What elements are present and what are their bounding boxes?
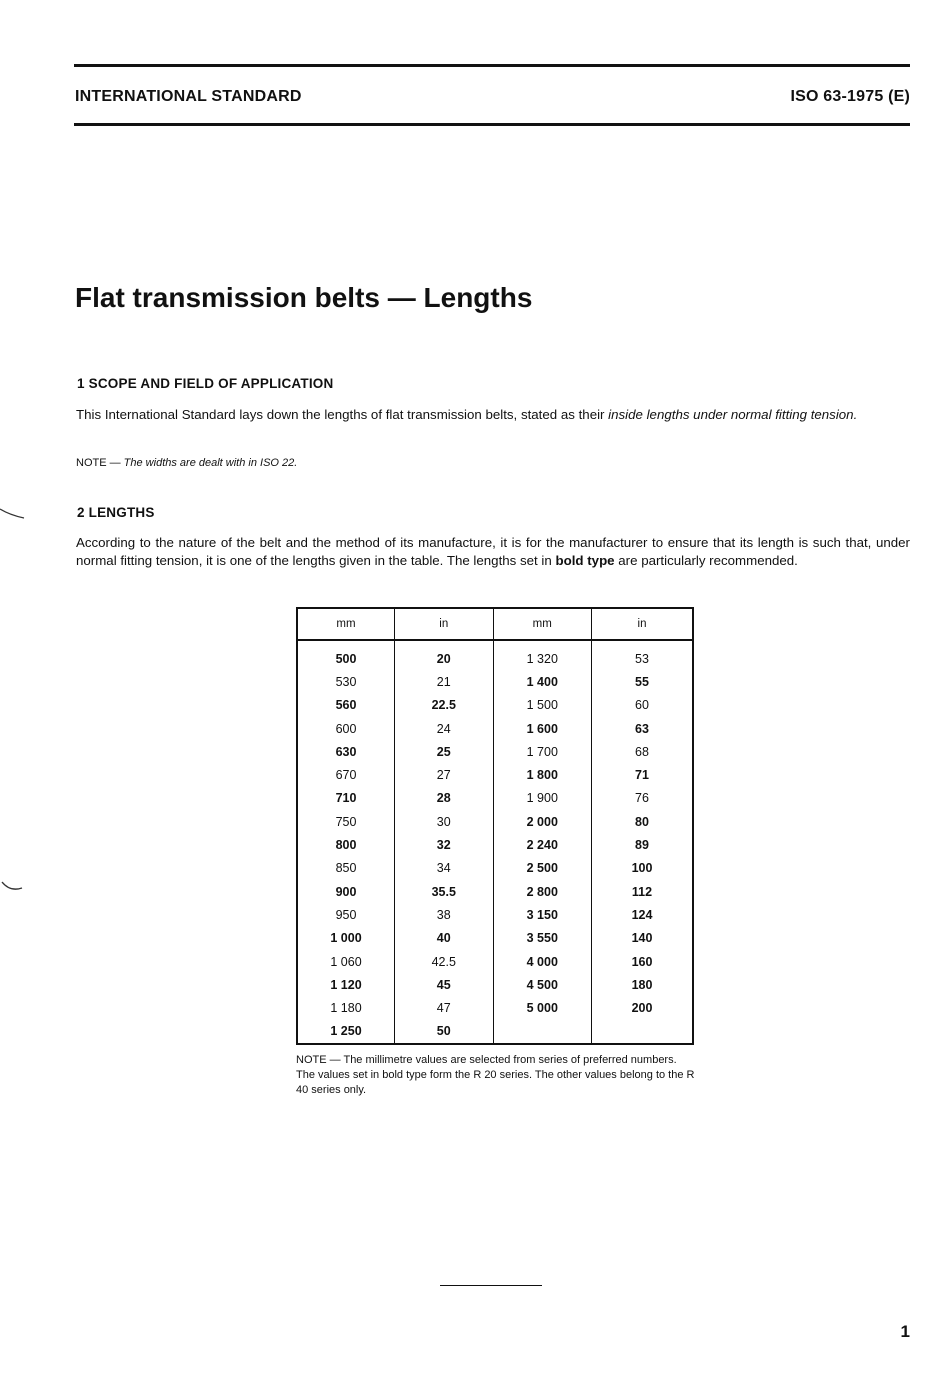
cell-in-1: 45 bbox=[395, 973, 494, 996]
cell-in-1: 47 bbox=[395, 996, 494, 1019]
cell-mm-2: 3 150 bbox=[493, 903, 591, 926]
header-top-rule bbox=[74, 64, 910, 67]
cell-in-1: 25 bbox=[395, 740, 494, 763]
section-1-text-italic: inside lengths under normal fitting tension. bbox=[608, 407, 858, 422]
cell-mm-2: 1 400 bbox=[493, 670, 591, 693]
table-header-row bbox=[297, 608, 693, 640]
cell-in-2: 140 bbox=[631, 931, 653, 946]
cell-in-2: 76 bbox=[635, 791, 649, 806]
cell-mm-1: 1 060 bbox=[297, 950, 395, 973]
cell-in-1: 50 bbox=[395, 1020, 494, 1044]
cell-mm-1: 600 bbox=[297, 717, 395, 740]
table-row bbox=[297, 694, 693, 717]
cell-mm-1: 530 bbox=[297, 670, 395, 693]
cell-in-1: 40 bbox=[395, 927, 494, 950]
cell-mm-2: 1 900 bbox=[493, 787, 591, 810]
section-1-heading: 1 SCOPE AND FIELD OF APPLICATION bbox=[77, 376, 334, 391]
cell-in-1: 32 bbox=[395, 833, 494, 856]
header-bottom-rule bbox=[74, 123, 910, 126]
table-note: NOTE — The millimetre values are selected from series of preferred numbers. The values set in bold type form the R 20 series. The other values belong to the R 40 series only. bbox=[296, 1054, 695, 1096]
section-2-text-bold: bold type bbox=[555, 553, 615, 568]
cell-mm-2 bbox=[493, 1020, 591, 1044]
table-row bbox=[297, 880, 693, 903]
column-header-in-1: in bbox=[395, 608, 494, 640]
cell-mm-1: 800 bbox=[297, 833, 395, 856]
cell-in-2: 60 bbox=[635, 698, 649, 713]
cell-in-2: 160 bbox=[631, 954, 653, 969]
table-row bbox=[297, 973, 693, 996]
cell-in-2: 71 bbox=[635, 768, 649, 783]
cell-in-1: 34 bbox=[395, 857, 494, 880]
cell-mm-1: 1 000 bbox=[297, 927, 395, 950]
cell-in-2: 112 bbox=[631, 884, 653, 899]
cell-mm-1: 500 bbox=[297, 640, 395, 670]
cell-in-2: 124 bbox=[631, 907, 653, 922]
cell-mm-1: 1 180 bbox=[297, 996, 395, 1019]
cell-in-1: 24 bbox=[395, 717, 494, 740]
table-row bbox=[297, 857, 693, 880]
cell-mm-2: 3 550 bbox=[493, 927, 591, 950]
table-row bbox=[297, 670, 693, 693]
table-row bbox=[297, 717, 693, 740]
cell-mm-2: 1 600 bbox=[493, 717, 591, 740]
footer-rule bbox=[440, 1285, 542, 1286]
cell-in-1: 27 bbox=[395, 763, 494, 786]
cell-in-2: 53 bbox=[635, 651, 649, 666]
column-header-mm-1: mm bbox=[297, 608, 395, 640]
cell-mm-1: 630 bbox=[297, 740, 395, 763]
table-row bbox=[297, 763, 693, 786]
cell-in-2: 100 bbox=[631, 861, 653, 876]
table-row bbox=[297, 1020, 693, 1044]
section-1-note bbox=[76, 457, 297, 469]
section-2-text-end: are particularly recommended. bbox=[614, 553, 798, 568]
cell-mm-1: 750 bbox=[297, 810, 395, 833]
table-row bbox=[297, 833, 693, 856]
cell-mm-2: 2 500 bbox=[493, 857, 591, 880]
cell-mm-2: 1 320 bbox=[493, 640, 591, 670]
page-title: Flat transmission belts — Lengths bbox=[75, 282, 533, 313]
section-1-text bbox=[76, 406, 910, 424]
section-1-text-start: This International Standard lays down the lengths of flat transmission belts, stated as their bbox=[76, 407, 609, 422]
section-1-note-text: The widths are dealt with in ISO 22. bbox=[123, 457, 298, 469]
table-row bbox=[297, 950, 693, 973]
table-row bbox=[297, 927, 693, 950]
document-type: INTERNATIONAL STANDARD bbox=[75, 88, 302, 105]
margin-scan-mark bbox=[0, 880, 30, 900]
section-2-heading: 2 LENGTHS bbox=[77, 505, 155, 520]
cell-in-2: 55 bbox=[635, 674, 649, 689]
cell-mm-1: 560 bbox=[297, 694, 395, 717]
belt-lengths-table bbox=[296, 607, 694, 1045]
cell-in-2 bbox=[592, 1020, 694, 1044]
table-row bbox=[297, 996, 693, 1019]
cell-mm-1: 1 250 bbox=[297, 1020, 395, 1044]
cell-mm-2: 2 800 bbox=[493, 880, 591, 903]
cell-in-2: 200 bbox=[631, 1001, 653, 1016]
cell-mm-2: 2 000 bbox=[493, 810, 591, 833]
cell-in-2: 180 bbox=[631, 977, 653, 992]
cell-in-1: 42.5 bbox=[395, 950, 494, 973]
column-header-mm-2: mm bbox=[493, 608, 591, 640]
cell-in-2: 89 bbox=[635, 838, 649, 853]
cell-in-1: 20 bbox=[395, 640, 494, 670]
cell-in-1: 30 bbox=[395, 810, 494, 833]
column-header-in-2: in bbox=[592, 608, 694, 640]
cell-in-2: 68 bbox=[635, 744, 649, 759]
cell-mm-1: 1 120 bbox=[297, 973, 395, 996]
cell-mm-2: 1 500 bbox=[493, 694, 591, 717]
cell-mm-1: 710 bbox=[297, 787, 395, 810]
cell-mm-2: 4 500 bbox=[493, 973, 591, 996]
cell-mm-2: 5 000 bbox=[493, 996, 591, 1019]
cell-in-1: 21 bbox=[395, 670, 494, 693]
table-row bbox=[297, 810, 693, 833]
cell-mm-1: 950 bbox=[297, 903, 395, 926]
margin-scan-mark bbox=[0, 505, 30, 525]
cell-mm-1: 670 bbox=[297, 763, 395, 786]
table-row bbox=[297, 740, 693, 763]
page-number: 1 bbox=[900, 1322, 910, 1341]
cell-mm-2: 2 240 bbox=[493, 833, 591, 856]
table-row bbox=[297, 640, 693, 670]
cell-mm-1: 900 bbox=[297, 880, 395, 903]
standard-reference: ISO 63-1975 (E) bbox=[790, 88, 910, 105]
cell-in-1: 38 bbox=[395, 903, 494, 926]
cell-mm-2: 4 000 bbox=[493, 950, 591, 973]
cell-mm-2: 1 800 bbox=[493, 763, 591, 786]
table-row bbox=[297, 903, 693, 926]
section-1-note-prefix: NOTE — bbox=[76, 457, 124, 469]
section-2-text-start: According to the nature of the belt and the method of its manufacture, it is for the manufacturer to ensure that its length is such that, under normal fitting tension, it is one of the lengths given in the table. The lengths set in bbox=[76, 535, 910, 568]
cell-in-1: 28 bbox=[395, 787, 494, 810]
table-row bbox=[297, 787, 693, 810]
cell-in-1: 35.5 bbox=[395, 880, 494, 903]
cell-in-2: 80 bbox=[635, 814, 649, 829]
section-2-text bbox=[76, 534, 910, 570]
cell-in-1: 22.5 bbox=[395, 694, 494, 717]
cell-in-2: 63 bbox=[635, 721, 649, 736]
cell-mm-2: 1 700 bbox=[493, 740, 591, 763]
cell-mm-1: 850 bbox=[297, 857, 395, 880]
